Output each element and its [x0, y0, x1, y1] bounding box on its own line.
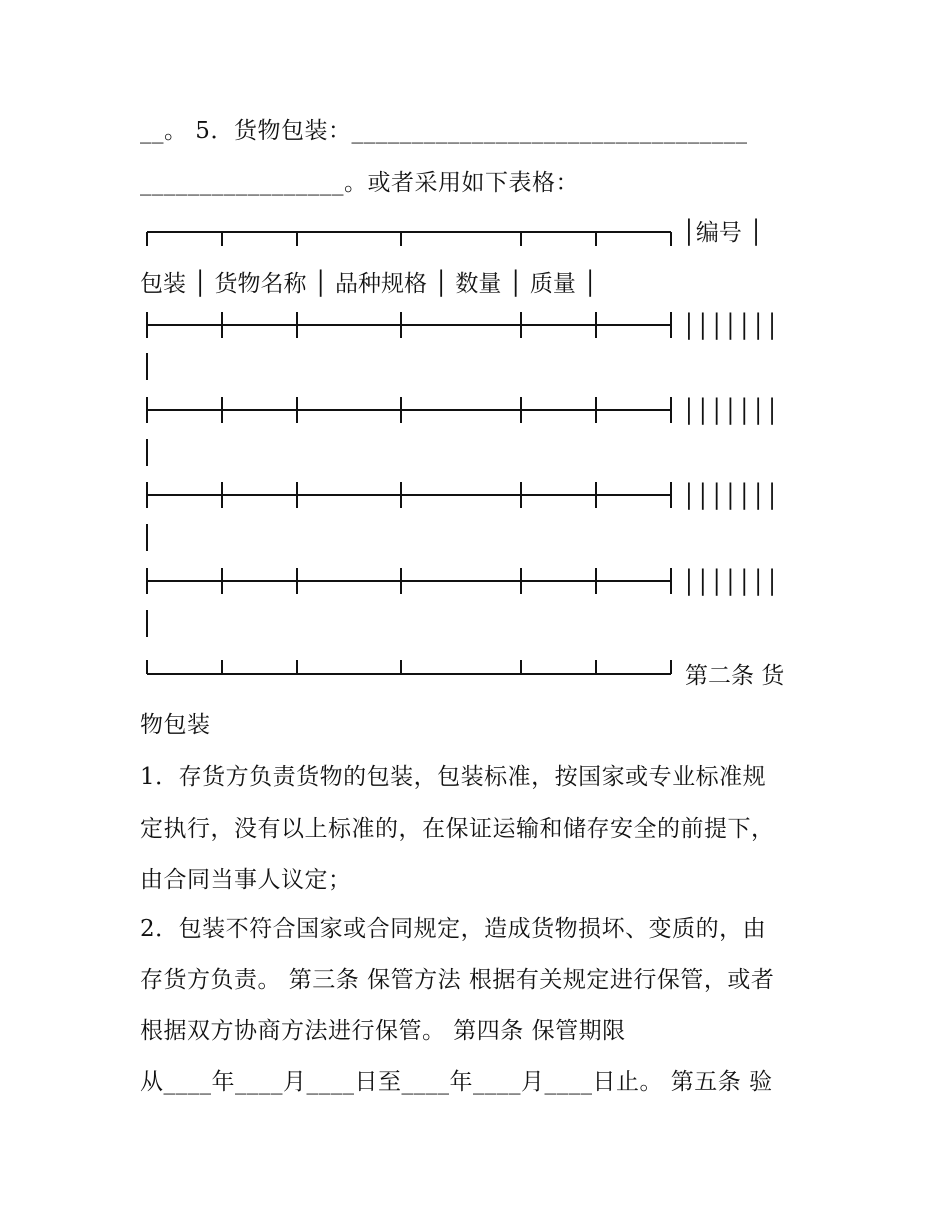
table-row-tail: │││││││ [682, 399, 779, 425]
table-row-separator [147, 397, 671, 466]
clause-2-line-1: 2．包装不符合国家或合同规定，造成货物损坏、变质的，由 [140, 916, 767, 942]
clause-1-line-1: 1．存货方负责货物的包装，包装标准，按国家或专业标准规 [140, 764, 767, 790]
table-bottom-border [147, 660, 671, 674]
table-header-number: │编号 │ [682, 220, 764, 246]
table-grid [147, 232, 671, 674]
clause-1-line-2: 定执行，没有以上标准的，在保证运输和储存安全的前提下， [140, 816, 775, 842]
clause-3-line: 根据双方协商方法进行保管。 第四条 保管期限 [140, 1018, 626, 1044]
table-row-tail: │││││││ [682, 314, 779, 340]
clause-2-line-2: 存货方负责。 第三条 保管方法 根据有关规定进行保管，或者 [140, 967, 775, 993]
article-two-heading-end: 物包装 [140, 712, 211, 738]
table-row-tail: │││││││ [682, 484, 779, 510]
text-line-table-intro: _________________。或者采用如下表格： [140, 170, 579, 196]
table-row-separator [147, 312, 671, 380]
text-line-packaging: __。 5．货物包装：_________________________________ [140, 118, 748, 144]
article-two-heading-start: 第二条 货 [685, 663, 785, 689]
storage-period-line: 从____年____月____日至____年____月____日止。 第五条 验 [140, 1069, 773, 1095]
clause-1-line-3: 由合同当事人议定； [140, 867, 352, 893]
table-row-separator [147, 482, 671, 551]
table-row-tail: │││││││ [682, 570, 779, 596]
table-header-row: 包装 │ 货物名称 │ 品种规格 │ 数量 │ 质量 │ [140, 271, 598, 297]
table-row-separator [147, 568, 671, 637]
